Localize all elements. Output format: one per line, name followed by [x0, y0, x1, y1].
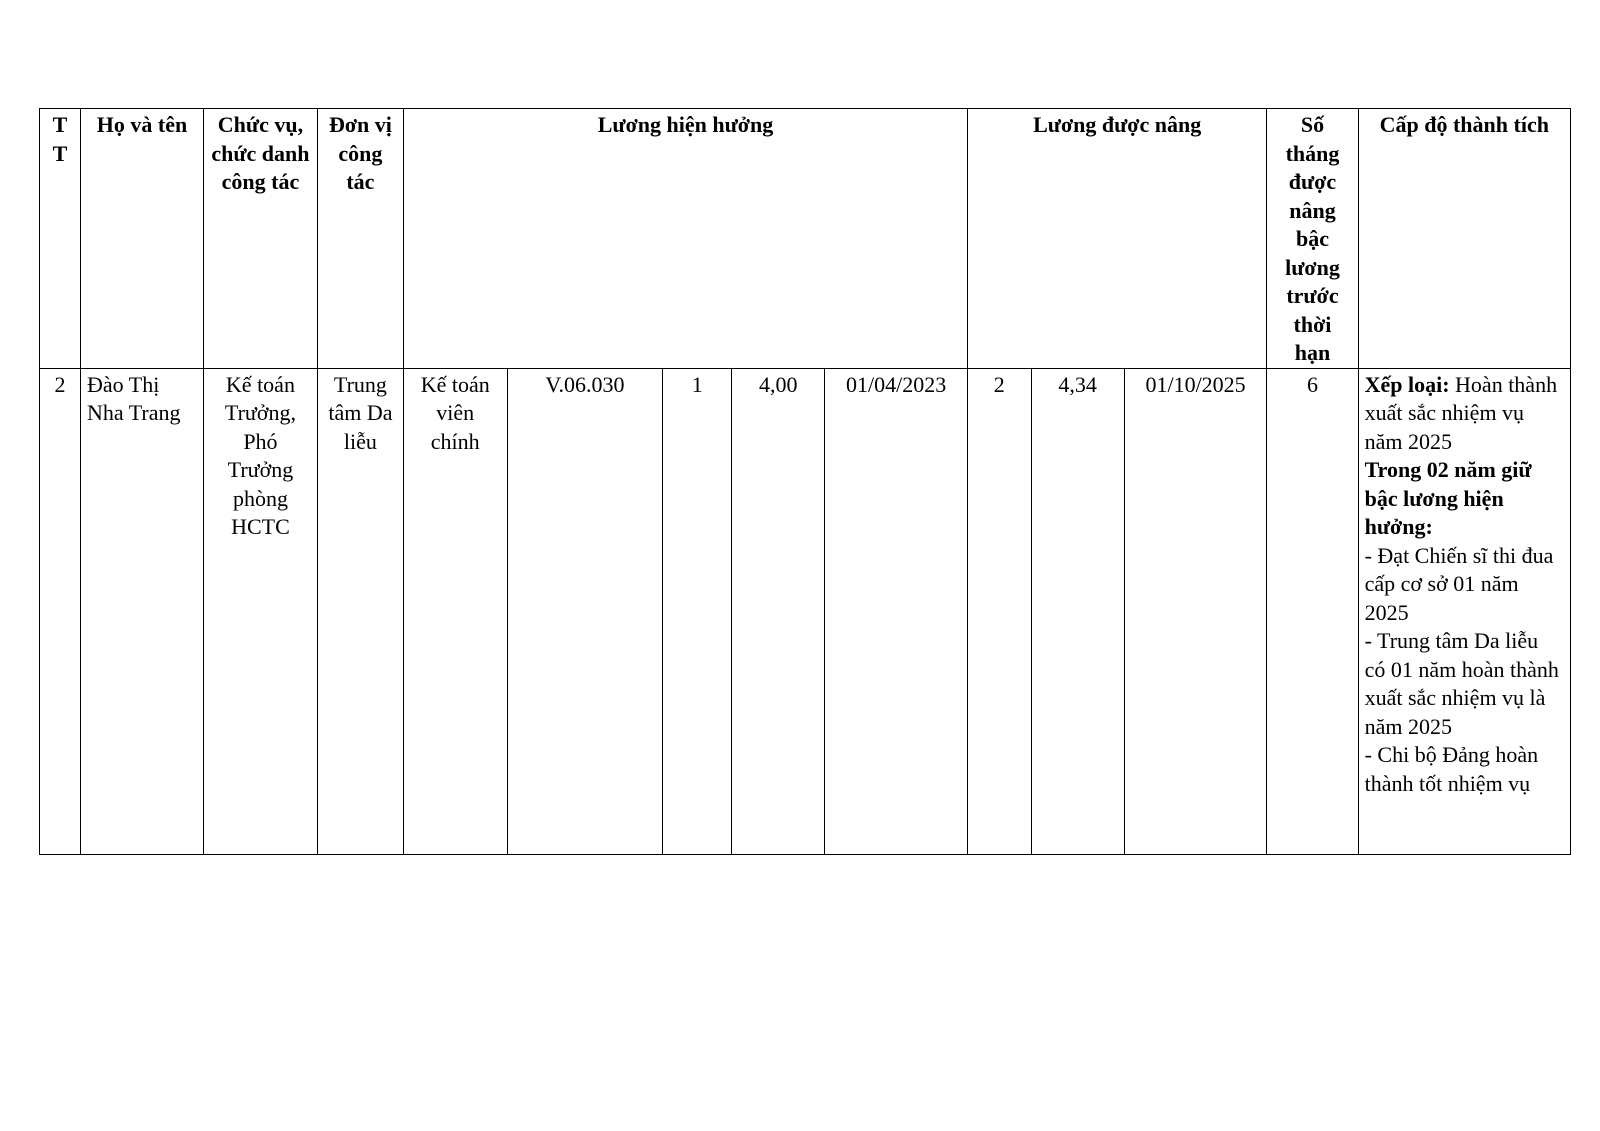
cell-months: 6 — [1267, 368, 1358, 854]
achievement-item: - Trung tâm Da liễu có 01 năm hoàn thành xuất sắc nhiệm vụ là năm 2025 — [1364, 628, 1559, 739]
header-name: Họ và tên — [81, 109, 204, 369]
achievement-rank — [1365, 371, 1564, 457]
achievement-rank-text: Hoàn thành xuất sắc nhiệm vụ năm 2025 — [1364, 371, 1558, 454]
cell-raised-grade: 2 — [967, 368, 1031, 854]
header-position: Chức vụ, chức danh công tác — [204, 109, 318, 369]
cell-tt: 2 — [40, 368, 81, 854]
table-row — [40, 368, 1571, 854]
cell-current-title: Kế toán viên chính — [403, 368, 507, 854]
header-raised-salary: Lương được nâng — [967, 109, 1266, 369]
cell-current-grade: 1 — [663, 368, 732, 854]
achievement-item: - Chi bộ Đảng hoàn thành tốt nhiệm vụ — [1364, 742, 1539, 796]
cell-raised-coefficient: 4,34 — [1031, 368, 1124, 854]
achievement-rank-label: Xếp loại: — [1364, 371, 1450, 397]
header-current-salary: Lương hiện hưởng — [403, 109, 967, 369]
cell-name: Đào Thị Nha Trang — [81, 368, 204, 854]
achievement-period-heading: Trong 02 năm giữ bậc lương hiện hưởng: — [1364, 457, 1532, 539]
cell-current-coefficient: 4,00 — [732, 368, 825, 854]
cell-unit: Trung tâm Da liễu — [317, 368, 403, 854]
cell-current-date: 01/04/2023 — [825, 368, 968, 854]
cell-achievement — [1358, 368, 1570, 854]
salary-raise-table — [39, 108, 1571, 855]
header-tt: T T — [40, 109, 81, 369]
cell-position: Kế toán Trưởng, Phó Trưởng phòng HCTC — [204, 368, 318, 854]
table-header-row — [40, 109, 1571, 369]
header-unit: Đơn vị công tác — [317, 109, 403, 369]
header-months-early: Số tháng được nâng bậc lương trước thời hạn — [1267, 109, 1358, 369]
header-achievement: Cấp độ thành tích — [1358, 109, 1570, 369]
achievement-item: - Đạt Chiến sĩ thi đua cấp cơ sở 01 năm 2025 — [1364, 542, 1554, 625]
cell-raised-date: 01/10/2025 — [1124, 368, 1267, 854]
cell-current-code: V.06.030 — [507, 368, 663, 854]
